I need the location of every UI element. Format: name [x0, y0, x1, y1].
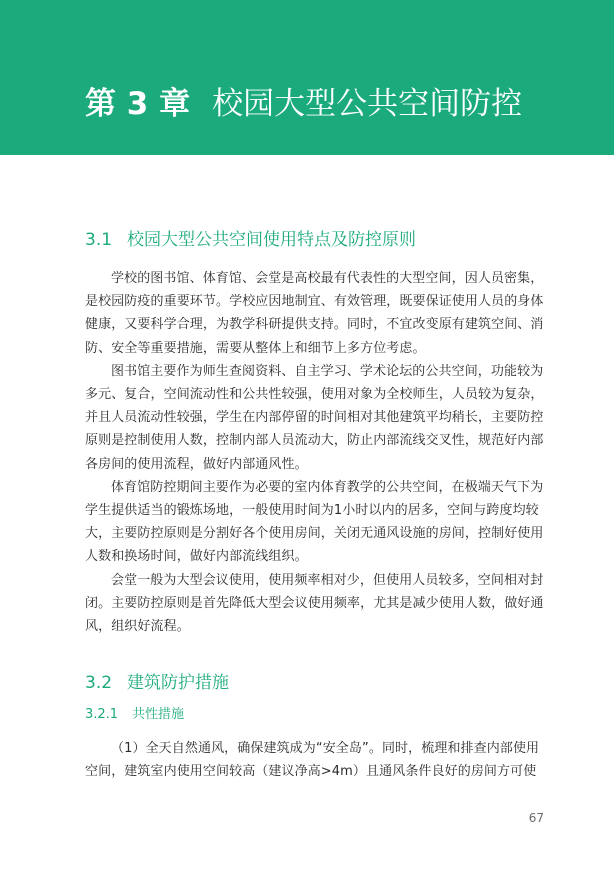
text-line: 并且人员流动性较强，学生在内部停留的时间相对其他建筑平均稍长，主要防控 — [85, 410, 544, 426]
section-3-1-body — [85, 267, 544, 638]
chapter-title — [85, 82, 522, 126]
text-line: 原则是控制使用人数，控制内部人员流动大，防止内部流线交叉性，规范好内部 — [85, 433, 544, 449]
chapter-number: 第 3 章 — [85, 86, 191, 122]
text-line: 人数和换场时间，做好内部流线组织。 — [85, 549, 308, 565]
text-line: 图书馆主要作为师生查阅资料、自主学习、学术论坛的公共空间，功能较为 — [111, 363, 544, 379]
chapter-banner — [0, 0, 614, 155]
section-title: 建筑防护措施 — [127, 673, 229, 693]
text-line: 健康，又要科学合理，为教学科研提供支持。同时，不宜改变原有建筑空间、消 — [85, 317, 544, 333]
chapter-name: 校园大型公共空间防控 — [212, 86, 523, 122]
text-line: 各房间的使用流程，做好内部通风性。 — [85, 456, 308, 472]
section-heading-3-1 — [85, 228, 416, 252]
paragraph — [85, 267, 544, 360]
paragraph — [85, 476, 544, 569]
section-3-2-1-body — [85, 737, 541, 783]
text-line: 学校的图书馆、体育馆、会堂是高校最有代表性的大型空间，因人员密集， — [111, 271, 544, 286]
text-line: 大，主要防控原则是分割好各个使用房间，关闭无通风设施的房间，控制好使用 — [85, 526, 544, 542]
text-line: 空间，建筑室内使用空间较高（建议净高>4m）且通风条件良好的房间方可使 — [85, 764, 537, 780]
subsection-heading-3-2-1 — [85, 705, 184, 725]
section-number: 3.2 — [85, 673, 113, 693]
text-line: 会堂一般为大型会议使用，使用频率相对少，但使用人员较多，空间相对封 — [111, 572, 544, 588]
text-line: 是校园防疫的重要环节。学校应因地制宜、有效管理，既要保证使用人员的身体 — [85, 294, 544, 310]
page-number: 67 — [528, 811, 544, 825]
paragraph — [85, 360, 544, 476]
text-line: 学生提供适当的锻炼场地，一般使用时间为1小时以内的居多，空间与跨度均较 — [85, 503, 539, 519]
text-line: 多元、复合，空间流动性和公共性较强，使用对象为全校师生，人员较为复杂， — [85, 387, 544, 403]
section-title: 校园大型公共空间使用特点及防控原则 — [127, 230, 416, 250]
text-line: 体育馆防控期间主要作为必要的室内体育教学的公共空间，在极端天气下为 — [111, 479, 544, 495]
subsection-number: 3.2.1 — [85, 707, 119, 722]
text-line: 防、安全等重要措施，需要从整体上和细节上多方位考虑。 — [85, 340, 426, 356]
subsection-title: 共性措施 — [132, 707, 185, 722]
paragraph — [85, 569, 544, 639]
text-line: （1）全天自然通风，确保建筑成为“安全岛”。同时，梳理和排查内部使用 — [111, 741, 540, 756]
section-number: 3.1 — [85, 230, 113, 250]
paragraph — [85, 737, 541, 783]
section-heading-3-2 — [85, 671, 229, 695]
text-line: 闭。主要防控原则是首先降低大型会议使用频率，尤其是减少使用人数，做好通 — [85, 595, 544, 611]
text-line: 风，组织好流程。 — [85, 619, 190, 635]
